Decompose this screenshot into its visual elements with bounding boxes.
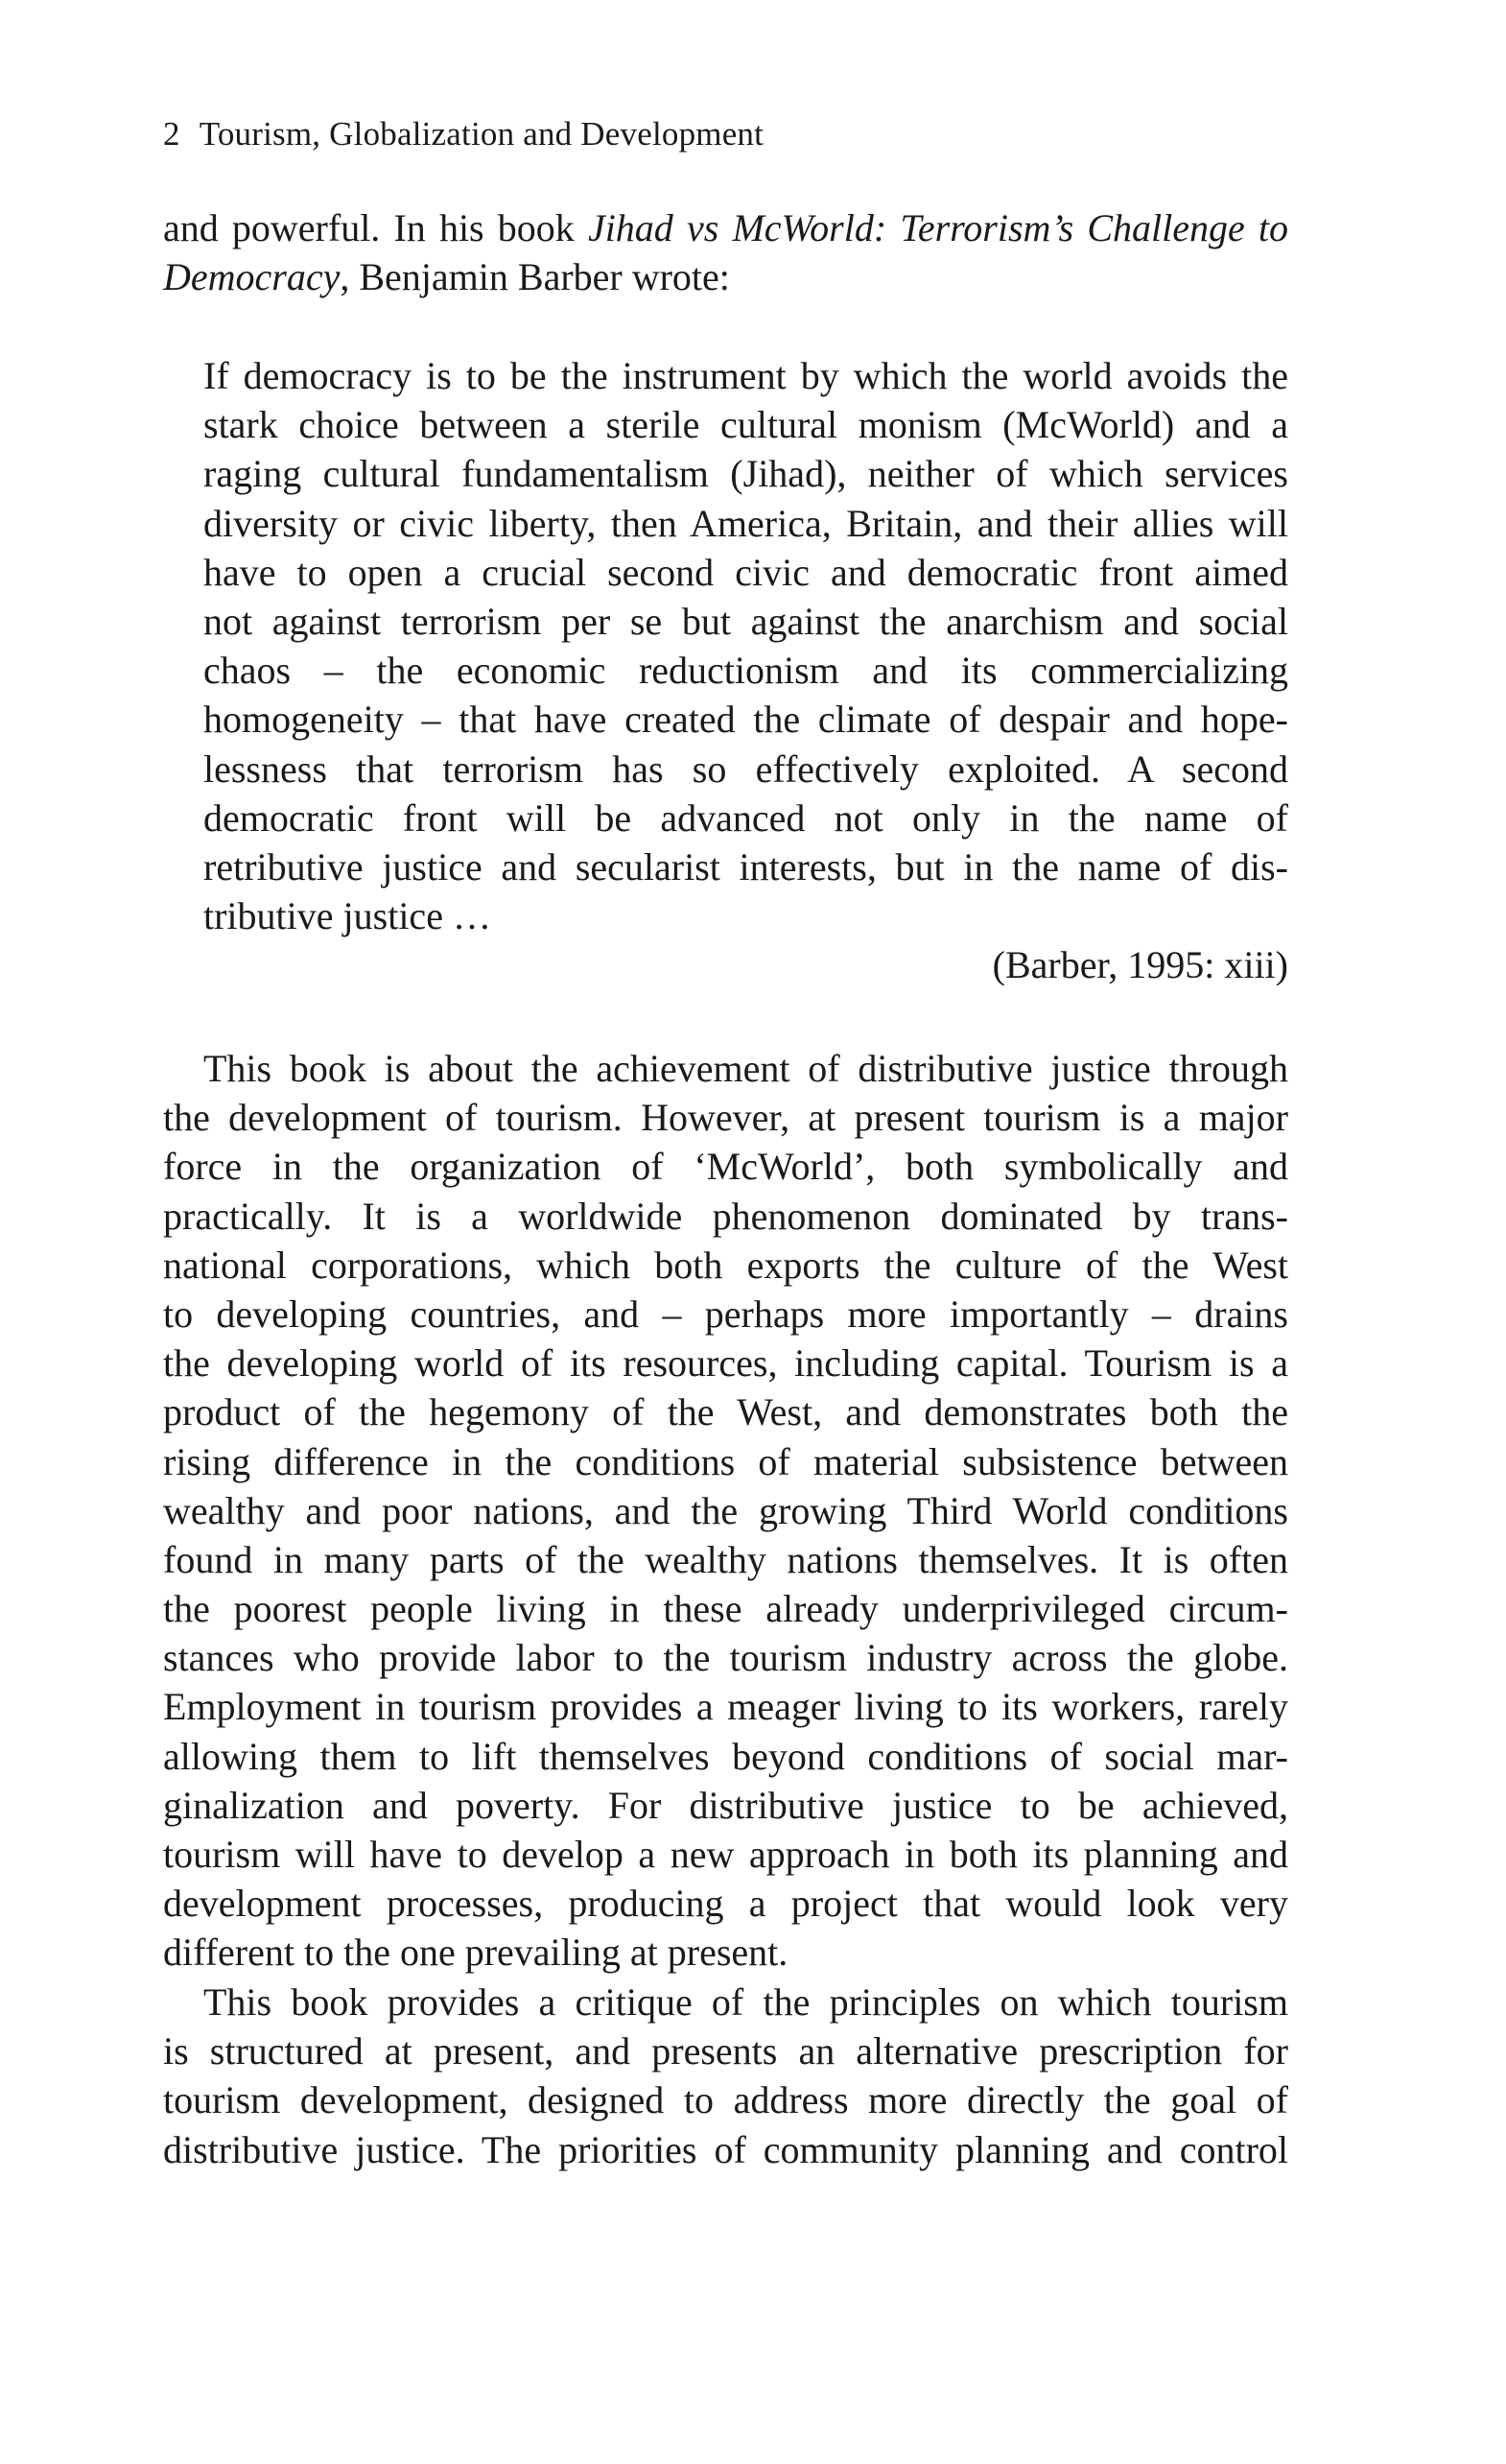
paragraph-line: practically. It is a worldwide phenomenon dominated by trans-: [163, 1194, 1288, 1238]
paragraph-line: is structured at present, and presents an alternative prescription for: [163, 2029, 1288, 2073]
running-title: Tourism, Globalization and Development: [199, 115, 765, 153]
paragraph-line: allowing them to lift themselves beyond conditions of social mar-: [163, 1734, 1288, 1778]
quote-line: chaos – the economic reductionism and its commercializing: [203, 649, 1288, 693]
paragraph-line: the development of tourism. However, at present tourism is a major: [163, 1096, 1288, 1140]
paragraph-line: Employment in tourism provides a meager living to its workers, rarely: [163, 1685, 1288, 1729]
paragraph-line: development processes, producing a project that would look very: [163, 1882, 1288, 1926]
book-title-italic: Jihad vs McWorld: Terrorism’s Challenge to: [587, 206, 1288, 249]
paragraph-line: product of the hegemony of the West, and demonstrates both the: [163, 1390, 1288, 1434]
quote-line: raging cultural fundamentalism (Jihad), neither of which services: [203, 452, 1288, 496]
paragraph-line: the poorest people living in these already underprivileged circum-: [163, 1587, 1288, 1631]
opening-paragraph: [163, 203, 1288, 301]
quote-line: lessness that terrorism has so effectively exploited. A second: [203, 746, 1288, 791]
quote-line: retributive justice and secularist interests, but in the name of dis-: [203, 844, 1288, 888]
body-paragraph-2: [163, 1978, 1288, 2174]
paragraph-line: to developing countries, and – perhaps more importantly – drains: [163, 1291, 1288, 1336]
quote-line: If democracy is to be the instrument by which the world avoids the: [203, 354, 1288, 397]
paragraph-line: This book is about the achievement of distributive justice through: [203, 1047, 1288, 1090]
paragraph-line: rising difference in the conditions of material subsistence between: [163, 1439, 1288, 1483]
running-head: [163, 113, 764, 155]
text-line: Democracy, Benjamin Barber wrote:: [163, 255, 730, 299]
paragraph-line: stances who provide labor to the tourism industry across the globe.: [163, 1636, 1288, 1680]
paragraph-line: tourism development, designed to address more directly the goal of: [163, 2078, 1288, 2122]
paragraph-line: force in the organization of ‘McWorld’, both symbolically and: [163, 1145, 1288, 1189]
text-line: and powerful. In his book Jihad vs McWorld: Terrorism’s Challenge to: [163, 206, 1288, 249]
quote-line: homogeneity – that have created the climate of despair and hope-: [203, 698, 1288, 742]
paragraph-line: ginalization and poverty. For distributive justice to be achieved,: [163, 1783, 1288, 1827]
paragraph-line: tourism will have to develop a new approach in both its planning and: [163, 1833, 1288, 1876]
quote-citation: (Barber, 1995: xiii): [992, 943, 1288, 987]
quote-line: have to open a crucial second civic and democratic front aimed: [203, 550, 1288, 594]
paragraph-line: distributive justice. The priorities of community planning and control: [163, 2127, 1288, 2171]
quote-line: stark choice between a sterile cultural monism (McWorld) and a: [203, 403, 1288, 447]
paragraph-line: national corporations, which both exports the culture of the West: [163, 1243, 1288, 1287]
quote-line: not against terrorism per se but against the anarchism and social: [203, 599, 1288, 643]
quote-line: tributive justice …: [203, 894, 491, 938]
book-title-italic: Democracy: [163, 255, 341, 299]
page-number: 2: [163, 115, 180, 153]
quote-line: diversity or civic liberty, then America, Britain, and their allies will: [203, 501, 1288, 545]
paragraph-line: different to the one prevailing at present.: [163, 1931, 788, 1975]
paragraph-line: This book provides a critique of the principles on which tourism: [203, 1980, 1288, 2024]
block-quote: [203, 351, 1288, 989]
paragraph-line: the developing world of its resources, including capital. Tourism is a: [163, 1341, 1288, 1386]
quote-line: democratic front will be advanced not only in the name of: [203, 795, 1288, 840]
paragraph-line: wealthy and poor nations, and the growing Third World conditions: [163, 1488, 1288, 1532]
body-paragraph-1: [163, 1044, 1288, 1978]
paragraph-line: found in many parts of the wealthy nations themselves. It is often: [163, 1537, 1288, 1581]
